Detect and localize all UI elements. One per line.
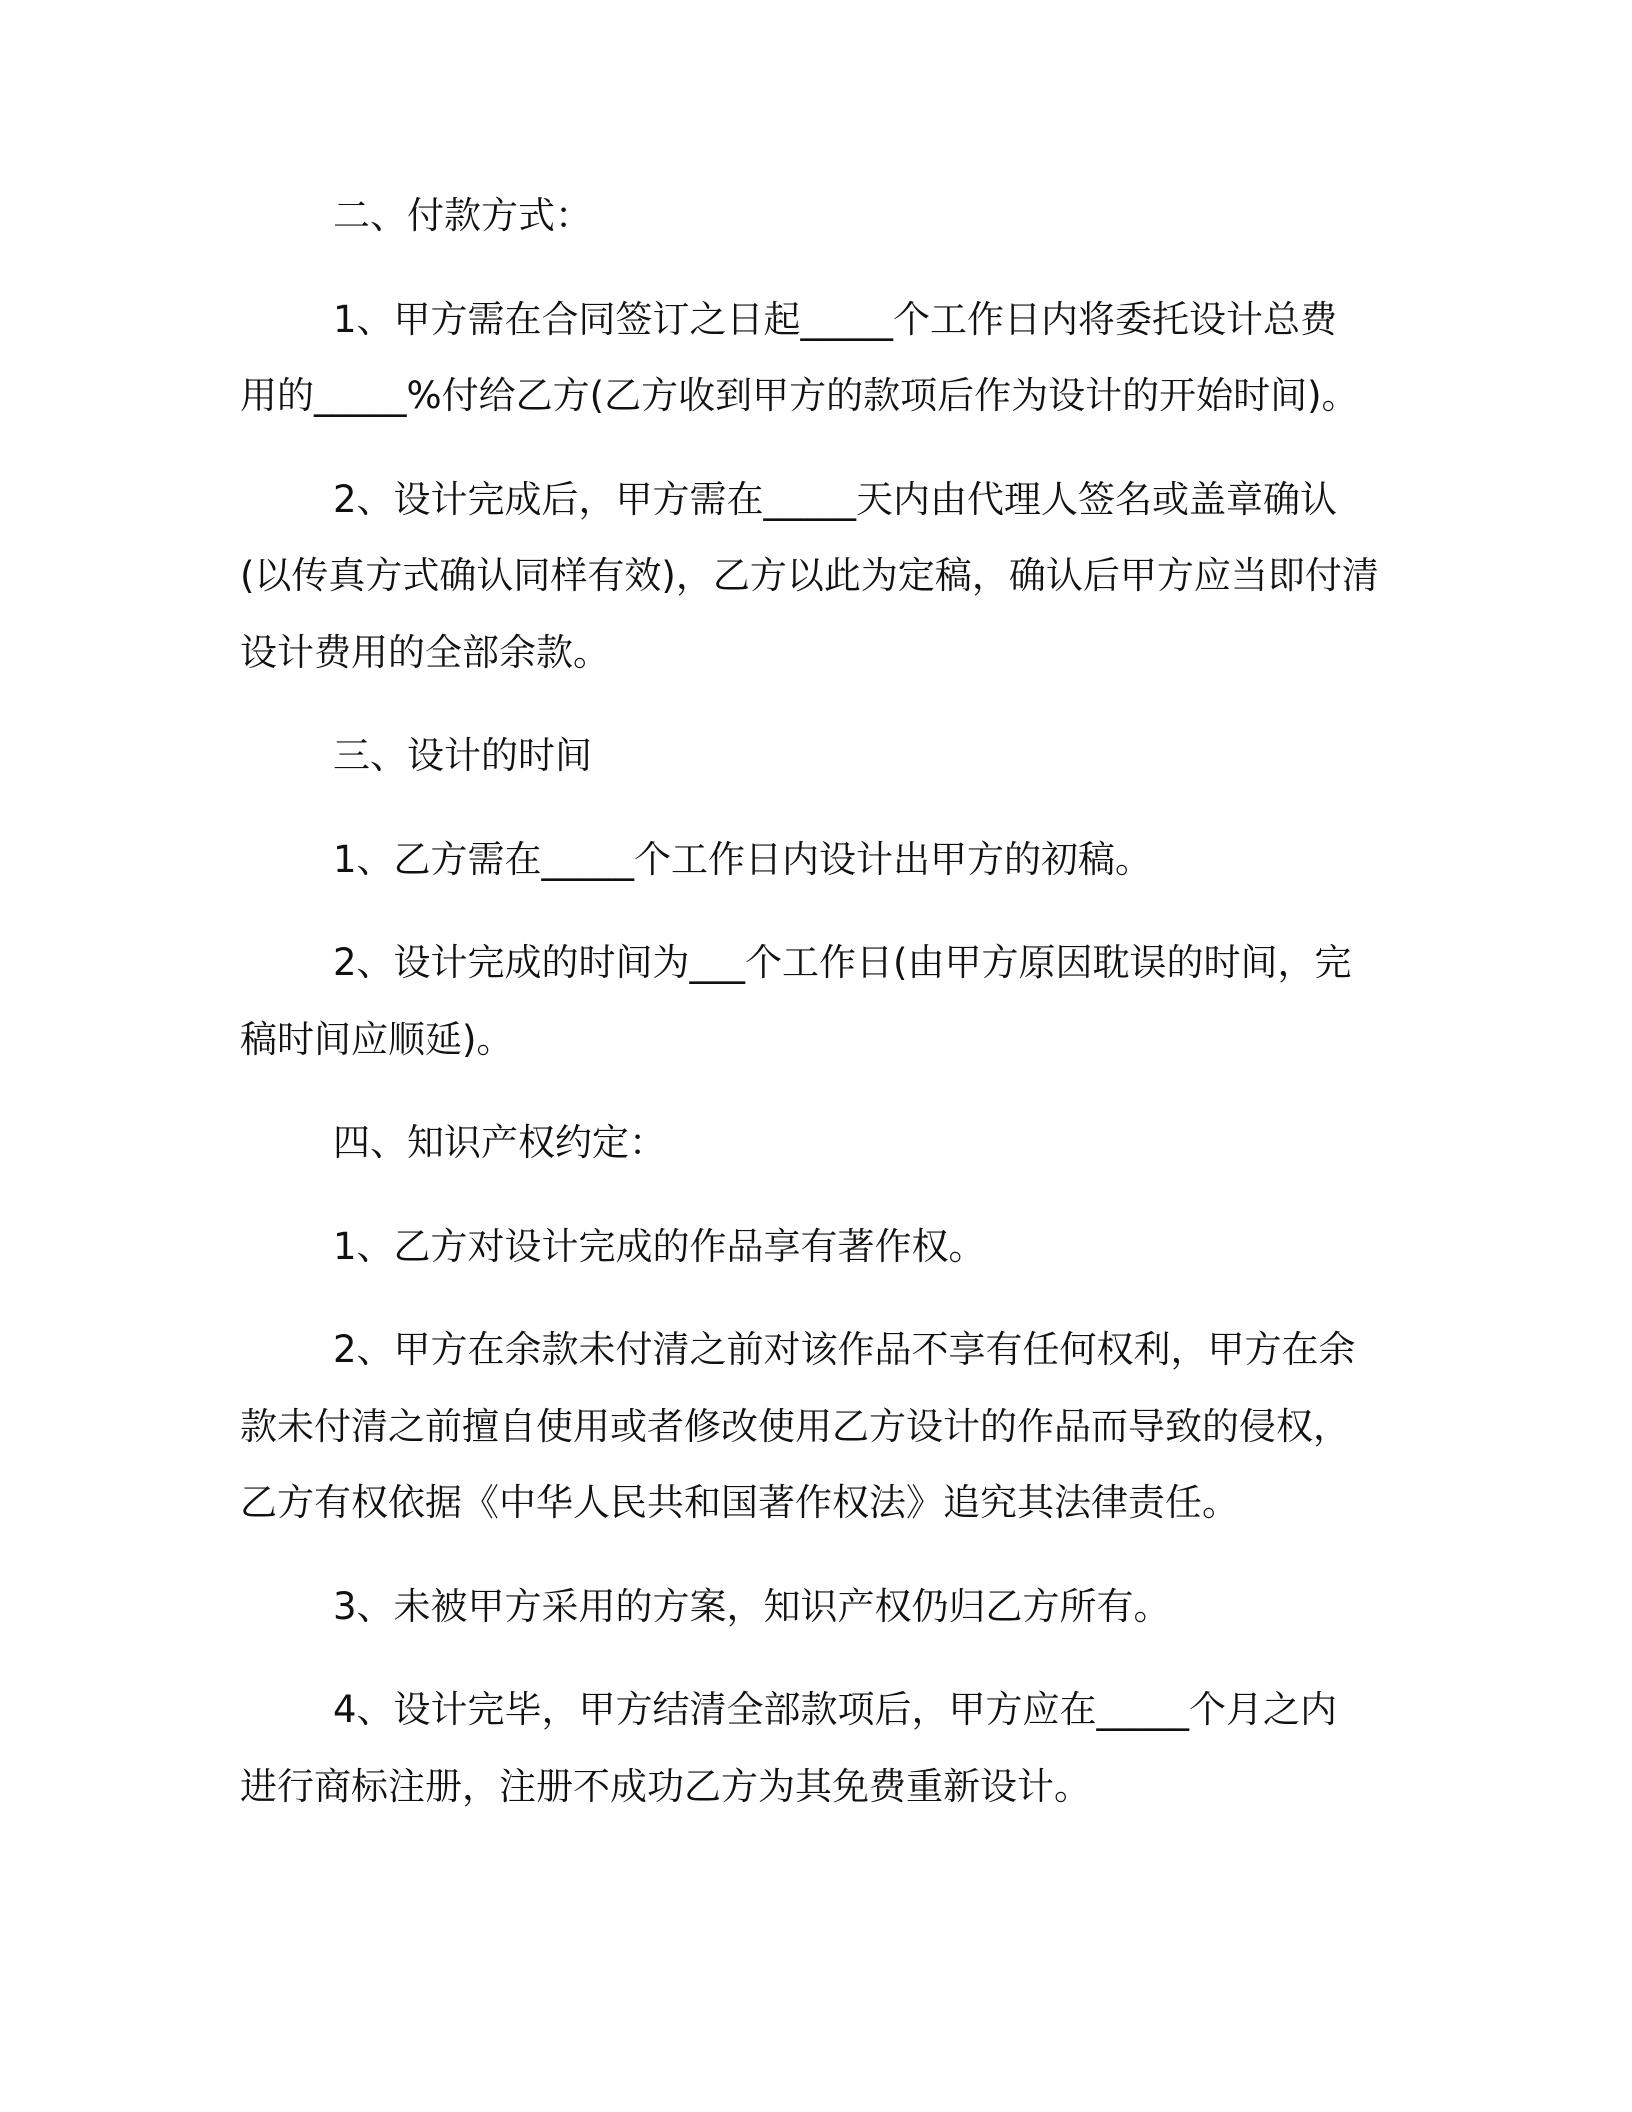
clause-paragraph (240, 1569, 1480, 1646)
clause-line: 2、甲方在余款未付清之前对该作品不享有任何权利，甲方在余 (333, 1328, 1356, 1371)
clause-paragraph (240, 1672, 1480, 1825)
clause-line: 3、未被甲方采用的方案，知识产权仍归乙方所有。 (333, 1584, 1171, 1628)
section-heading-text: 四、知识产权约定： (333, 1121, 666, 1164)
section-heading-design-time (240, 718, 1480, 795)
clause-line: 4、设计完毕，甲方结清全部款项后，甲方应在_____个月之内 (333, 1688, 1338, 1731)
clause-paragraph (240, 282, 1480, 435)
clause-line: 乙方有权依据《中华人民共和国著作权法》追究其法律责任。 (240, 1481, 1239, 1524)
clause-line: 款未付清之前擅自使用或者修改使用乙方设计的作品而导致的侵权， (240, 1404, 1350, 1448)
document-body (240, 178, 1480, 1852)
clause-line: 稿时间应顺延)。 (240, 1017, 514, 1061)
clause-line: 1、甲方需在合同签订之日起_____个工作日内将委托设计总费 (333, 297, 1338, 341)
section-heading-text: 二、付款方式： (333, 194, 592, 237)
section-heading-text: 三、设计的时间 (333, 734, 592, 777)
clause-line: 设计费用的全部余款。 (240, 630, 610, 674)
section-heading-payment (240, 178, 1480, 255)
clause-line: 2、设计完成的时间为___个工作日(由甲方原因耽误的时间，完 (333, 941, 1352, 984)
clause-line: (以传真方式确认同样有效)，乙方以此为定稿，确认后甲方应当即付清 (240, 554, 1379, 597)
clause-line: 1、乙方对设计完成的作品享有著作权。 (333, 1224, 986, 1268)
clause-line: 1、乙方需在_____个工作日内设计出甲方的初稿。 (333, 837, 1153, 881)
clause-paragraph (240, 1312, 1480, 1542)
clause-paragraph (240, 925, 1480, 1078)
section-heading-ip (240, 1105, 1480, 1182)
clause-line: 用的_____%付给乙方(乙方收到甲方的款项后作为设计的开始时间)。 (240, 374, 1359, 417)
clause-paragraph (240, 1209, 1480, 1286)
clause-paragraph (240, 822, 1480, 899)
clause-line: 2、设计完成后，甲方需在_____天内由代理人签名或盖章确认 (333, 477, 1338, 521)
clause-line: 进行商标注册，注册不成功乙方为其免费重新设计。 (240, 1764, 1091, 1808)
clause-paragraph (240, 462, 1480, 692)
